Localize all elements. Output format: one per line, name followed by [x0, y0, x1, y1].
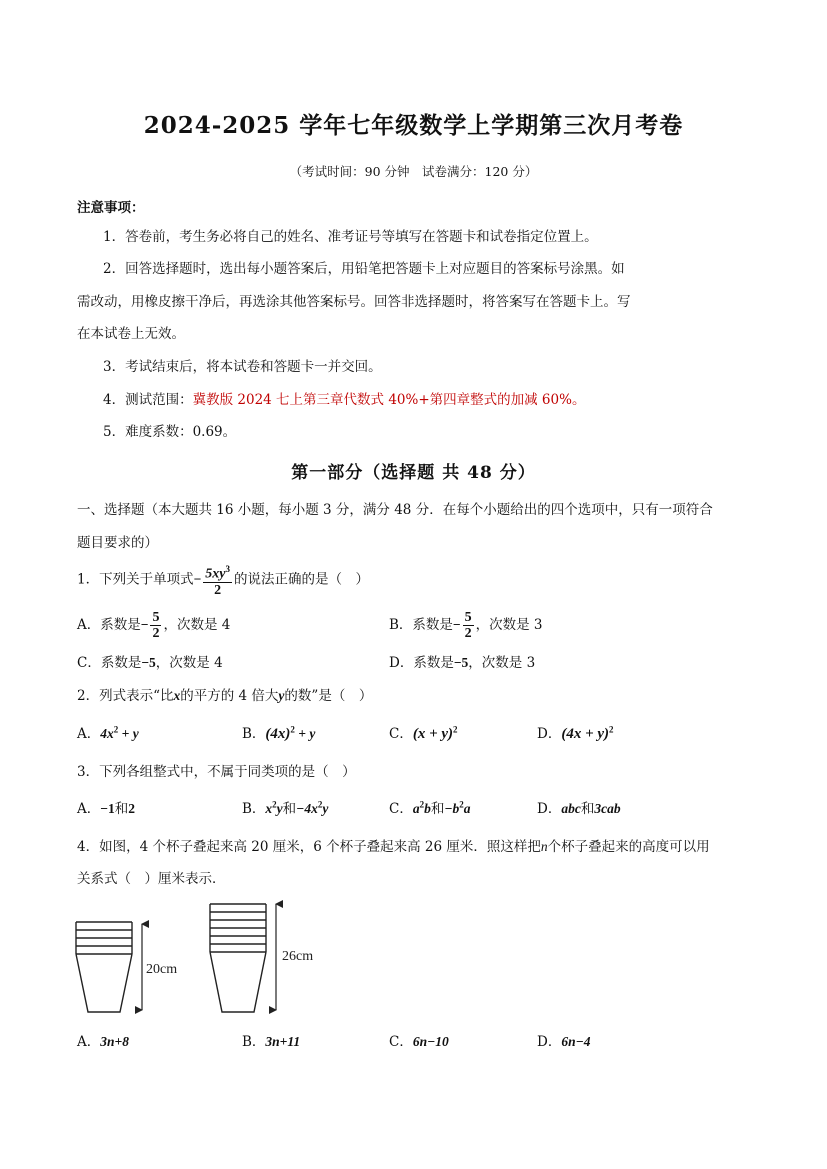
- q3-option-a[interactable]: [77, 797, 135, 817]
- q3-a-and: 和: [114, 801, 129, 817]
- q1-a-label: A．系数是: [77, 617, 141, 633]
- question-1: [77, 562, 369, 598]
- q1-b-suffix: ，次数是 3: [475, 617, 543, 633]
- q3-option-d[interactable]: [537, 797, 621, 817]
- q3-c-and: 和: [430, 801, 445, 817]
- q2-stem-a: 2．列式表示“比: [77, 688, 174, 704]
- q1-a-minus: −: [140, 617, 149, 632]
- q3-a-second: 2: [128, 801, 135, 816]
- label-26cm: 26cm: [282, 949, 314, 964]
- q2-b-term: (4x): [265, 726, 291, 742]
- q1-a-suffix: ，次数是 4: [163, 617, 231, 633]
- q4-a-label: A．: [77, 1034, 101, 1050]
- q2-var-x: x: [173, 688, 181, 703]
- q2-option-d[interactable]: [537, 722, 614, 743]
- q2-b-exp: 2: [290, 724, 295, 735]
- q2-option-c[interactable]: [389, 722, 458, 743]
- note-item-3: 3．考试结束后，将本试卷和答题卡一并交回。: [103, 359, 382, 375]
- note-item-2-cont: 需改动，用橡皮擦干净后，再选涂其他答案标号。回答非选择题时，将答案写在答题卡上。写: [77, 294, 631, 310]
- q3-d-first: abc: [561, 801, 581, 816]
- q2-var-y: y: [278, 688, 285, 703]
- q3-c-b: b: [424, 801, 431, 816]
- q4-b-label: B．: [242, 1034, 266, 1050]
- note-item-1: 1．答卷前，考生务必将自己的姓名、准考证号等填写在答题卡和试卷指定位置上。: [103, 229, 598, 245]
- page-title: 2024-2025 学年七年级数学上学期第三次月考卷: [143, 112, 684, 139]
- cup-stack-6: [210, 904, 266, 1012]
- q4-d-label: D．: [537, 1034, 562, 1050]
- q1-b-num: 5: [464, 610, 472, 625]
- q2-c-exp: 2: [453, 724, 458, 735]
- q2-option-b[interactable]: [242, 722, 315, 743]
- q3-a-label: A．: [77, 801, 101, 817]
- q3-c-exp2: 2: [459, 799, 464, 810]
- q1-option-d[interactable]: [389, 651, 535, 671]
- q2-b-rest: + y: [294, 726, 316, 741]
- q2-stem-c: 的数”是（ ）: [284, 688, 373, 704]
- q1-b-fraction: [463, 610, 474, 641]
- q4-option-a[interactable]: [77, 1030, 129, 1050]
- q1-exponent: 3: [225, 564, 231, 574]
- note-item-5: 5．难度系数：0.69。: [103, 424, 237, 440]
- q4-var-n: n: [540, 839, 548, 854]
- section-title: 第一部分（选择题 共 48 分）: [291, 463, 536, 483]
- q3-b-exp1: 2: [272, 799, 277, 810]
- q3-b-y: y: [276, 801, 283, 816]
- q3-d-and: 和: [580, 801, 595, 817]
- question-4: [77, 835, 710, 855]
- q1-b-minus: −: [452, 617, 461, 632]
- q3-option-c[interactable]: [389, 797, 471, 817]
- q2-d-term: (4x + y): [561, 726, 610, 742]
- q1-a-den: 2: [152, 626, 160, 641]
- q1-d-label: D．系数是: [389, 655, 454, 671]
- q3-c-label: C．: [389, 801, 413, 817]
- q4-option-d[interactable]: [537, 1030, 591, 1050]
- q2-a-exp: 2: [113, 724, 119, 735]
- q2-d-label: D．: [537, 726, 562, 742]
- q2-c-label: C．: [389, 726, 413, 742]
- q1-a-num: 5: [152, 610, 160, 625]
- q2-stem-b: 的平方的 4 倍大: [180, 688, 279, 704]
- q2-a-label: A．: [77, 726, 101, 742]
- q1-stem: 1．下列关于单项式: [77, 571, 194, 588]
- exam-info: （考试时间：90 分钟 试卷满分：120 分）: [289, 164, 538, 179]
- q1-c-label: C．系数是: [77, 655, 142, 671]
- q2-b-label: B．: [242, 726, 266, 742]
- q1-b-den: 2: [464, 626, 472, 641]
- q1-fraction: [203, 562, 232, 598]
- notes-heading: 注意事项：: [77, 200, 145, 216]
- q2-option-a[interactable]: [77, 722, 139, 742]
- question-2: [77, 684, 372, 704]
- q3-b-term2: −4x: [296, 801, 318, 816]
- q3-c-a2: a: [463, 801, 471, 816]
- q1-stem-end: 的说法正确的是（ ）: [234, 571, 370, 588]
- q1-c-value: −5: [141, 655, 156, 670]
- q3-c-exp1: 2: [419, 799, 425, 810]
- q1-option-c[interactable]: [77, 651, 223, 671]
- q1-d-value: −5: [453, 655, 469, 670]
- note-item-2: 2．回答选择题时，选出每小题答案后，用铅笔把答题卡上对应题目的答案标号涂黑。如: [103, 261, 625, 277]
- q4-b-value: 3n+11: [265, 1034, 301, 1049]
- q1-option-a[interactable]: [77, 610, 230, 641]
- q1-a-fraction: [150, 610, 161, 641]
- q3-c-term2: −b: [444, 801, 460, 816]
- q4-d-value: 6n−4: [561, 1034, 591, 1049]
- q1-option-b[interactable]: [389, 610, 543, 641]
- test-scope: 冀教版 2024 七上第三章代数式 40%+第四章整式的加减 60%。: [192, 392, 586, 408]
- note-item-4-label: 4．测试范围：: [103, 392, 193, 408]
- q2-c-term: (x + y): [412, 726, 454, 742]
- q1-c-suffix: ，次数是 4: [155, 655, 223, 671]
- q3-d-second: 3cab: [594, 801, 621, 816]
- q1-d-suffix: ，次数是 3: [468, 655, 536, 671]
- section-intro-cont: 题目要求的）: [77, 535, 158, 551]
- q3-a-first: −1: [100, 801, 115, 816]
- q3-b-y2: y: [322, 801, 329, 816]
- q4-c-value: 6n−10: [412, 1034, 449, 1049]
- q4-stem-end: 个杯子叠起来的高度可以用: [547, 839, 710, 855]
- q2-a-term: 4x: [100, 726, 114, 741]
- q2-d-exp: 2: [609, 724, 614, 735]
- question-3: 3．下列各组整式中，不属于同类项的是（ ）: [77, 764, 356, 780]
- q1-minus: −: [193, 571, 202, 587]
- stacked-cups-figure: [70, 898, 340, 1020]
- question-4-cont: 关系式（ ）厘米表示．: [77, 871, 226, 887]
- q4-option-c[interactable]: [389, 1030, 449, 1050]
- label-20cm: 20cm: [146, 962, 178, 977]
- note-item-4: [103, 390, 585, 410]
- q3-b-label: B．: [242, 801, 266, 817]
- q3-option-b[interactable]: [242, 797, 328, 817]
- q4-a-value: 3n+8: [100, 1034, 129, 1049]
- q2-a-rest: + y: [118, 726, 139, 741]
- q3-b-exp2: 2: [317, 799, 323, 810]
- q3-b-x: x: [265, 801, 273, 816]
- q1-b-label: B．系数是: [389, 617, 453, 633]
- section-intro: 一、选择题（本大题共 16 小题，每小题 3 分，满分 48 分．在每个小题给出的四个选项中，只有一项符合: [77, 502, 713, 518]
- q3-d-label: D．: [537, 801, 562, 817]
- q4-c-label: C．: [389, 1034, 413, 1050]
- q1-denominator: 2: [214, 582, 222, 598]
- q1-numerator: 5xy: [205, 566, 226, 582]
- q4-stem: 4．如图，4 个杯子叠起来高 20 厘米，6 个杯子叠起来高 26 厘米．照这样把: [77, 839, 541, 855]
- q4-option-b[interactable]: [242, 1030, 300, 1050]
- q3-c-a: a: [412, 801, 420, 816]
- q3-b-and: 和: [282, 801, 297, 817]
- note-item-2-end: 在本试卷上无效。: [77, 326, 185, 342]
- cup-stack-4: [76, 922, 132, 1012]
